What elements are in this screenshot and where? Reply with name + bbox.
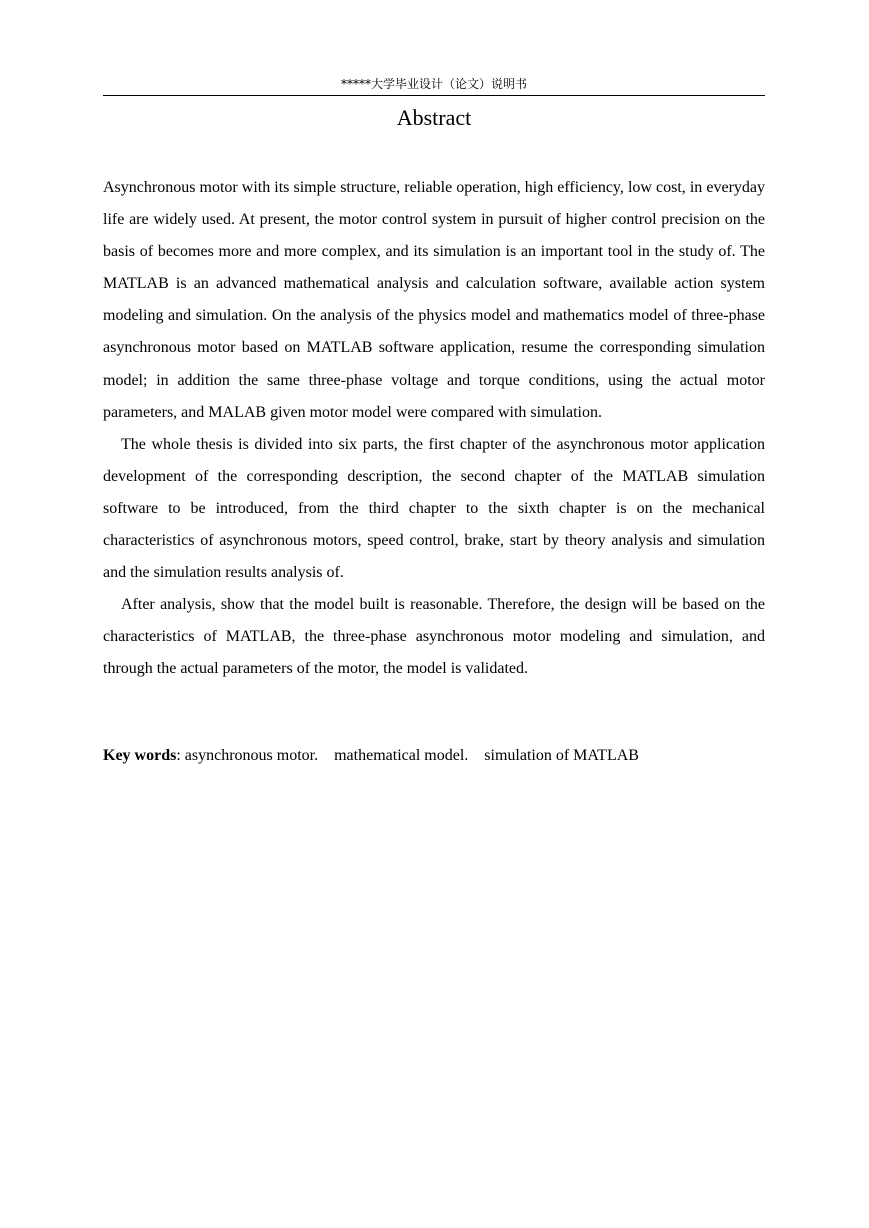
- keyword-item: simulation of MATLAB: [484, 747, 639, 764]
- keywords-separator: :: [176, 747, 185, 764]
- header-rule: [103, 95, 765, 96]
- keywords-line: [103, 742, 765, 770]
- abstract-paragraph-2: The whole thesis is divided into six parts, the first chapter of the asynchronous motor application development of the corresponding description, the second chapter of the MATLAB simulation software to be introduced, from the third chapter to the sixth chapter is on the mechanical characteristics of asynchronous motors, speed control, brake, start by theory analysis and simulation and the simulation results analysis of.: [103, 435, 765, 582]
- running-header: *****大学毕业设计（论文）说明书: [340, 77, 527, 91]
- abstract-paragraph-3: After analysis, show that the model built is reasonable. Therefore, the design will be based on the characteristics of MATLAB, the three-phase asynchronous motor modeling and simulation, and through the actual parameters of the motor, the model is validated.: [103, 596, 765, 678]
- keyword-item: asynchronous motor.: [184, 747, 319, 764]
- page-title: Abstract: [396, 105, 472, 130]
- keyword-item: mathematical model.: [334, 747, 469, 764]
- abstract-paragraph-1: Asynchronous motor with its simple structure, reliable operation, high efficiency, low cost, in everyday life are widely used. At present, the motor control system in pursuit of higher control precision on the basis of becomes more and more complex, and its simulation is an important tool in the study of. The MATLAB is an advanced mathematical analysis and calculation software, available action system modeling and simulation. On the analysis of the physics model and mathematics model of three-phase asynchronous motor based on MATLAB software application, resume the corresponding simulation model; in addition the same three-phase voltage and torque conditions, using the actual motor parameters, and MALAB given motor model were compared with simulation.: [103, 179, 765, 421]
- keywords-label: Key words: [103, 747, 177, 764]
- abstract-body: [103, 172, 765, 686]
